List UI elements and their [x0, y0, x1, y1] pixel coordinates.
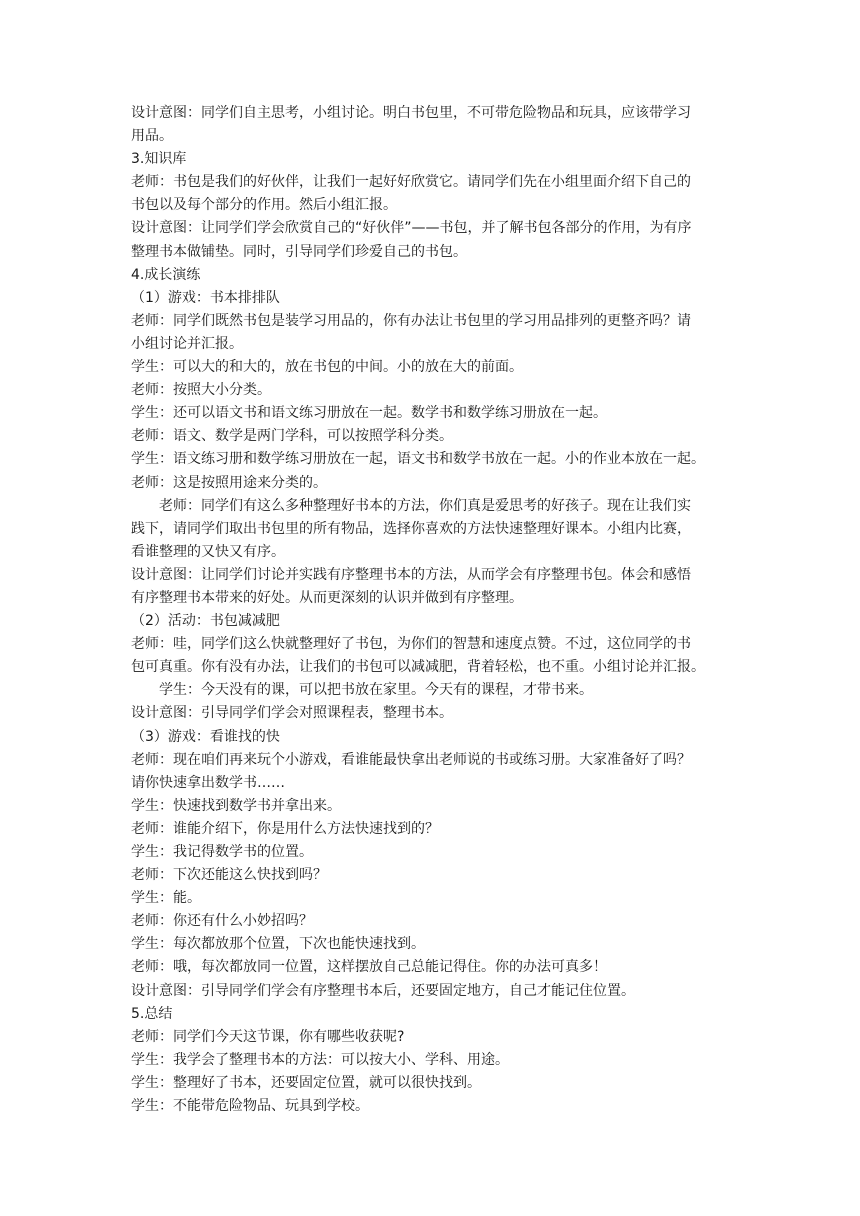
- text-line: 老师：按照大小分类。: [131, 382, 271, 399]
- text-line: 包可真重。你有没有办法，让我们的书包可以减减肥，背着轻松，也不重。小组讨论并汇报。: [131, 659, 705, 676]
- text-line: 老师：谁能介绍下，你是用什么方法快速找到的？: [131, 820, 439, 837]
- text-line: 老师：哦，每次都放同一位置，这样摆放自己总能记得住。你的办法可真多！: [131, 959, 607, 976]
- text-line: 小组讨论并汇报。: [131, 335, 243, 352]
- text-line: 4.成长演练: [131, 266, 201, 283]
- text-line: 学生：每次都放那个位置，下次也能快速找到。: [131, 936, 425, 953]
- text-line: 书包以及每个部分的作用。然后小组汇报。: [131, 197, 397, 214]
- text-line: 老师：你还有什么小妙招吗？: [131, 913, 313, 930]
- text-line: 老师：这是按照用途来分类的。: [131, 474, 327, 491]
- text-line: 老师：哇，同学们这么快就整理好了书包，为你们的智慧和速度点赞。不过，这位同学的书: [131, 636, 691, 653]
- text-line: 老师：书包是我们的好伙伴，让我们一起好好欣赏它。请同学们先在小组里面介绍下自己的: [131, 174, 691, 191]
- text-line: 设计意图：引导同学们学会有序整理书本后，还要固定地方，自己才能记住位置。: [131, 982, 635, 999]
- text-line: 践下，请同学们取出书包里的所有物品，选择你喜欢的方法快速整理好课本。小组内比赛，: [131, 520, 691, 537]
- text-line: （2）活动：书包减减肥: [131, 613, 280, 630]
- text-line: 学生：今天没有的课，可以把书放在家里。今天有的课程，才带书来。: [159, 682, 593, 699]
- text-line: 老师：同学们既然书包是装学习用品的，你有办法让书包里的学习用品排列的更整齐吗？请: [131, 312, 691, 329]
- text-line: 设计意图：同学们自主思考，小组讨论。明白书包里，不可带危险物品和玩具，应该带学习: [131, 105, 691, 121]
- text-line: 学生：我学会了整理书本的方法：可以按大小、学科、用途。: [131, 1051, 509, 1068]
- text-line: （3）游戏：看谁找的快: [131, 728, 280, 745]
- text-line: 学生：不能带危险物品、玩具到学校。: [131, 1098, 369, 1115]
- text-line: 设计意图：引导同学们学会对照课程表，整理书本。: [131, 705, 453, 722]
- text-line: 老师：同学们有这么多种整理好书本的方法，你们真是爱思考的好孩子。现在让我们实: [159, 497, 691, 514]
- text-line: 学生：我记得数学书的位置。: [131, 844, 313, 860]
- text-line: 老师：同学们今天这节课，你有哪些收获呢?: [131, 1028, 405, 1045]
- text-line: 有序整理书本带来的好处。从而更深刻的认识并做到有序整理。: [131, 589, 523, 606]
- text-line: 看谁整理的又快又有序。: [131, 543, 285, 560]
- text-line: 学生：还可以语文书和语文练习册放在一起。数学书和数学练习册放在一起。: [131, 405, 607, 422]
- text-line: 老师：下次还能这么快找到吗？: [131, 867, 327, 884]
- text-line: 老师：现在咱们再来玩个小游戏，看谁能最快拿出老师说的书或练习册。大家准备好了吗？: [131, 751, 691, 768]
- text-line: 设计意图：让同学们学会欣赏自己的“好伙伴”——书包，并了解书包各部分的作用，为有序: [131, 220, 692, 237]
- text-line: 老师：语文、数学是两门学科，可以按照学科分类。: [131, 428, 453, 445]
- text-line: 学生：能。: [131, 890, 201, 907]
- text-line: （1）游戏：书本排排队: [131, 289, 280, 306]
- text-line: 设计意图：让同学们讨论并实践有序整理书本的方法，从而学会有序整理书包。体会和感悟: [131, 566, 691, 583]
- document-body: [131, 102, 731, 1118]
- text-line: 学生：语文练习册和数学练习册放在一起，语文书和数学书放在一起。小的作业本放在一起。: [131, 451, 705, 468]
- text-line: 5.总结: [131, 1005, 173, 1022]
- text-line: 请你快速拿出数学书……: [131, 774, 285, 791]
- text-line: 学生：快速找到数学书并拿出来。: [131, 797, 341, 814]
- text-line: 用品。: [131, 128, 173, 145]
- text-line: 3.知识库: [131, 151, 187, 168]
- text-line: 学生：整理好了书本，还要固定位置，就可以很快找到。: [131, 1074, 481, 1091]
- text-line: 整理书本做铺垫。同时，引导同学们珍爱自己的书包。: [131, 243, 467, 260]
- text-line: 学生：可以大的和大的，放在书包的中间。小的放在大的前面。: [131, 359, 523, 376]
